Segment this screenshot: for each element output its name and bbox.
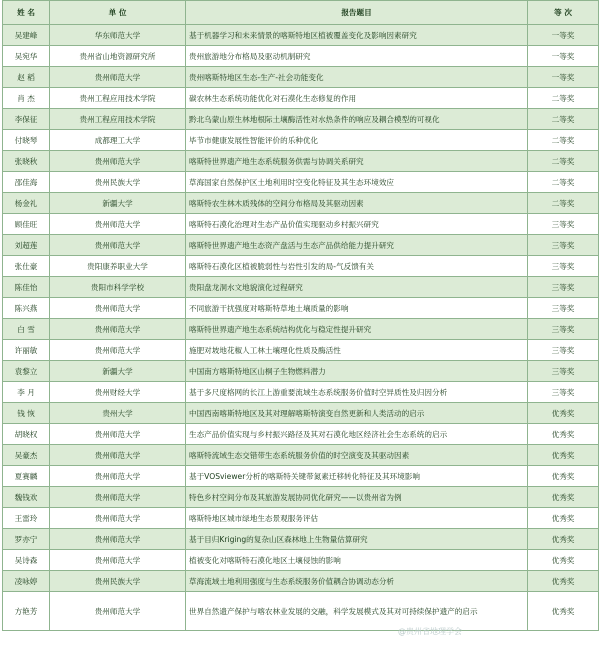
cell-title: 中国南方喀斯特地区山桐子生物燃料潜力 bbox=[186, 361, 528, 382]
cell-rank: 优秀奖 bbox=[528, 508, 599, 529]
cell-rank: 二等奖 bbox=[528, 193, 599, 214]
table-row bbox=[3, 277, 599, 298]
cell-name: 赵 稻 bbox=[3, 67, 50, 88]
table-row bbox=[3, 466, 599, 487]
cell-org: 贵州师范大学 bbox=[50, 340, 186, 361]
header-rank: 等 次 bbox=[528, 1, 599, 25]
cell-name: 钱 恢 bbox=[3, 403, 50, 424]
header-row bbox=[3, 1, 599, 25]
cell-name: 王雷玲 bbox=[3, 508, 50, 529]
cell-title: 贵州旅游地分布格局及驱动机制研究 bbox=[186, 46, 528, 67]
header-title: 报告题目 bbox=[186, 1, 528, 25]
cell-org: 成都理工大学 bbox=[50, 130, 186, 151]
cell-org: 新疆大学 bbox=[50, 193, 186, 214]
cell-org: 贵州师范大学 bbox=[50, 319, 186, 340]
cell-org: 贵州师范大学 bbox=[50, 550, 186, 571]
table-row bbox=[3, 25, 599, 46]
cell-name: 陈佳怡 bbox=[3, 277, 50, 298]
cell-org: 贵州师范大学 bbox=[50, 67, 186, 88]
cell-org: 贵州民族大学 bbox=[50, 571, 186, 592]
cell-org: 贵州师范大学 bbox=[50, 445, 186, 466]
cell-title: 黔北乌蒙山原生林地根际土壤酶活性对水热条件的响应及耦合模型的可视化 bbox=[186, 109, 528, 130]
cell-title: 植被变化对喀斯特石漠化地区土壤侵蚀的影响 bbox=[186, 550, 528, 571]
cell-name: 吴宛华 bbox=[3, 46, 50, 67]
table-row bbox=[3, 214, 599, 235]
cell-org: 贵州师范大学 bbox=[50, 592, 186, 631]
table-row bbox=[3, 193, 599, 214]
cell-title: 草海流域土地利用强度与生态系统服务价值耦合协调动态分析 bbox=[186, 571, 528, 592]
table-row bbox=[3, 571, 599, 592]
cell-rank: 二等奖 bbox=[528, 151, 599, 172]
cell-name: 夏赛麟 bbox=[3, 466, 50, 487]
cell-name: 袁黎立 bbox=[3, 361, 50, 382]
table-row bbox=[3, 592, 599, 631]
cell-name: 张晓秋 bbox=[3, 151, 50, 172]
table-row bbox=[3, 550, 599, 571]
cell-name: 陈兴燕 bbox=[3, 298, 50, 319]
cell-title: 中国西南喀斯特地区及其对理解喀斯特演变自然更新和人类活动的启示 bbox=[186, 403, 528, 424]
cell-name: 杨金礼 bbox=[3, 193, 50, 214]
cell-org: 贵州工程应用技术学院 bbox=[50, 88, 186, 109]
cell-rank: 优秀奖 bbox=[528, 571, 599, 592]
table-row bbox=[3, 88, 599, 109]
table-row bbox=[3, 235, 599, 256]
watermark: @贵州省地理学会 bbox=[398, 627, 462, 636]
table-row bbox=[3, 487, 599, 508]
cell-title: 喀斯特流域生态交错带生态系统服务价值的时空演变及其驱动因素 bbox=[186, 445, 528, 466]
table-row bbox=[3, 361, 599, 382]
table-row bbox=[3, 109, 599, 130]
cell-rank: 三等奖 bbox=[528, 382, 599, 403]
cell-title: 不同旅游干扰强度对喀斯特草地土壤质量的影响 bbox=[186, 298, 528, 319]
cell-rank: 二等奖 bbox=[528, 130, 599, 151]
cell-title: 基于目归Kriging的复杂山区森林地上生物量估算研究 bbox=[186, 529, 528, 550]
cell-org: 贵州师范大学 bbox=[50, 424, 186, 445]
header-org: 单 位 bbox=[50, 1, 186, 25]
table-row bbox=[3, 172, 599, 193]
cell-title: 贵州喀斯特地区生态-生产-社会功能变化 bbox=[186, 67, 528, 88]
cell-rank: 三等奖 bbox=[528, 361, 599, 382]
cell-title: 喀斯特世界遗产地生态资产盘活与生态产品供给能力提升研究 bbox=[186, 235, 528, 256]
cell-name: 白 雪 bbox=[3, 319, 50, 340]
cell-title: 喀斯特地区城市绿地生态景观服务评估 bbox=[186, 508, 528, 529]
cell-rank: 二等奖 bbox=[528, 172, 599, 193]
cell-rank: 优秀奖 bbox=[528, 424, 599, 445]
cell-title: 碳农林生态系统功能优化对石漠化生态修复的作用 bbox=[186, 88, 528, 109]
cell-rank: 三等奖 bbox=[528, 277, 599, 298]
cell-rank: 优秀奖 bbox=[528, 529, 599, 550]
table-row bbox=[3, 130, 599, 151]
cell-title: 喀斯特世界遗产地生态系统结构优化与稳定性提升研究 bbox=[186, 319, 528, 340]
cell-rank: 优秀奖 bbox=[528, 466, 599, 487]
table-row bbox=[3, 319, 599, 340]
cell-rank: 二等奖 bbox=[528, 109, 599, 130]
cell-name: 魏钱欢 bbox=[3, 487, 50, 508]
cell-rank: 三等奖 bbox=[528, 298, 599, 319]
cell-rank: 优秀奖 bbox=[528, 592, 599, 631]
cell-name: 凌咏婷 bbox=[3, 571, 50, 592]
table-row bbox=[3, 340, 599, 361]
cell-name: 吴诗森 bbox=[3, 550, 50, 571]
cell-rank: 三等奖 bbox=[528, 340, 599, 361]
cell-name: 吴建峰 bbox=[3, 25, 50, 46]
table-row bbox=[3, 256, 599, 277]
cell-org: 贵州师范大学 bbox=[50, 466, 186, 487]
cell-title: 喀斯特石漠化治理对生态产品价值实现驱动乡村振兴研究 bbox=[186, 214, 528, 235]
cell-name: 付晓琴 bbox=[3, 130, 50, 151]
cell-name: 吴豪杰 bbox=[3, 445, 50, 466]
table-row bbox=[3, 424, 599, 445]
table-row bbox=[3, 445, 599, 466]
cell-rank: 一等奖 bbox=[528, 67, 599, 88]
cell-org: 贵州工程应用技术学院 bbox=[50, 109, 186, 130]
cell-org: 贵州师范大学 bbox=[50, 151, 186, 172]
table-row bbox=[3, 382, 599, 403]
cell-rank: 三等奖 bbox=[528, 319, 599, 340]
cell-rank: 一等奖 bbox=[528, 25, 599, 46]
table-row bbox=[3, 67, 599, 88]
cell-title: 喀斯特农生林木质残体的空间分布格局及其驱动因素 bbox=[186, 193, 528, 214]
cell-rank: 优秀奖 bbox=[528, 403, 599, 424]
cell-rank: 三等奖 bbox=[528, 256, 599, 277]
awards-table bbox=[2, 0, 599, 631]
cell-org: 新疆大学 bbox=[50, 361, 186, 382]
cell-title: 喀斯特石漠化区植被脆弱性与岩性引发的局-气反馈有关 bbox=[186, 256, 528, 277]
header-name: 姓 名 bbox=[3, 1, 50, 25]
table-row bbox=[3, 151, 599, 172]
cell-org: 贵州师范大学 bbox=[50, 529, 186, 550]
cell-org: 贵州财经大学 bbox=[50, 382, 186, 403]
cell-name: 李 月 bbox=[3, 382, 50, 403]
cell-name: 张仕豪 bbox=[3, 256, 50, 277]
cell-name: 肖 杰 bbox=[3, 88, 50, 109]
cell-org: 贵州民族大学 bbox=[50, 172, 186, 193]
cell-org: 贵阳康养职业大学 bbox=[50, 256, 186, 277]
cell-title: 毕节市健康发展性智能评价的乐种优化 bbox=[186, 130, 528, 151]
cell-org: 贵州师范大学 bbox=[50, 487, 186, 508]
cell-org: 贵州师范大学 bbox=[50, 298, 186, 319]
cell-org: 贵州师范大学 bbox=[50, 214, 186, 235]
cell-rank: 优秀奖 bbox=[528, 487, 599, 508]
cell-org: 贵州省山地资源研究所 bbox=[50, 46, 186, 67]
cell-title: 草海国家自然保护区土地利用时空变化特征及其生态环境效应 bbox=[186, 172, 528, 193]
cell-name: 刘超莲 bbox=[3, 235, 50, 256]
table-row bbox=[3, 298, 599, 319]
cell-title: 基于VOSviewer分析的喀斯特关键带氮素迁移转化特征及其环境影响 bbox=[186, 466, 528, 487]
cell-name: 顾佳旺 bbox=[3, 214, 50, 235]
cell-title: 喀斯特世界遗产地生态系统服务供需与协调关系研究 bbox=[186, 151, 528, 172]
cell-org: 贵州师范大学 bbox=[50, 508, 186, 529]
table-row bbox=[3, 508, 599, 529]
cell-title: 生态产品价值实现与乡村振兴路径及其对石漠化地区经济社会生态系统的启示 bbox=[186, 424, 528, 445]
cell-name: 李保征 bbox=[3, 109, 50, 130]
cell-rank: 二等奖 bbox=[528, 88, 599, 109]
cell-rank: 三等奖 bbox=[528, 235, 599, 256]
table-row bbox=[3, 529, 599, 550]
cell-name: 方艳芳 bbox=[3, 592, 50, 631]
cell-title: 基于机器学习和未来情景的喀斯特地区植被覆盖变化及影响因素研究 bbox=[186, 25, 528, 46]
cell-title: 世界自然遗产保护与喀农林业发展的交融，科学发展模式及其对可持续保护遗产的启示 bbox=[186, 592, 528, 631]
cell-rank: 优秀奖 bbox=[528, 445, 599, 466]
cell-name: 许丽敏 bbox=[3, 340, 50, 361]
cell-name: 邵佳海 bbox=[3, 172, 50, 193]
cell-org: 华东师范大学 bbox=[50, 25, 186, 46]
cell-rank: 一等奖 bbox=[528, 46, 599, 67]
table-body bbox=[3, 25, 599, 631]
cell-org: 贵州师范大学 bbox=[50, 235, 186, 256]
cell-title: 基于多尺度格网的长江上游重要流域生态系统服务价值时空异质性及归因分析 bbox=[186, 382, 528, 403]
cell-name: 胡晓权 bbox=[3, 424, 50, 445]
cell-rank: 三等奖 bbox=[528, 214, 599, 235]
cell-name: 罗亦宁 bbox=[3, 529, 50, 550]
cell-org: 贵州大学 bbox=[50, 403, 186, 424]
cell-org: 贵阳市科学学校 bbox=[50, 277, 186, 298]
cell-title: 特色乡村空间分布及其旅游发展协同优化研究——以贵州省为例 bbox=[186, 487, 528, 508]
cell-rank: 优秀奖 bbox=[528, 550, 599, 571]
table-row bbox=[3, 403, 599, 424]
table-row bbox=[3, 46, 599, 67]
cell-title: 贵阳盘龙洞水文地貌演化过程研究 bbox=[186, 277, 528, 298]
cell-title: 施肥对坡地花椒人工林土壤理化性质及酶活性 bbox=[186, 340, 528, 361]
